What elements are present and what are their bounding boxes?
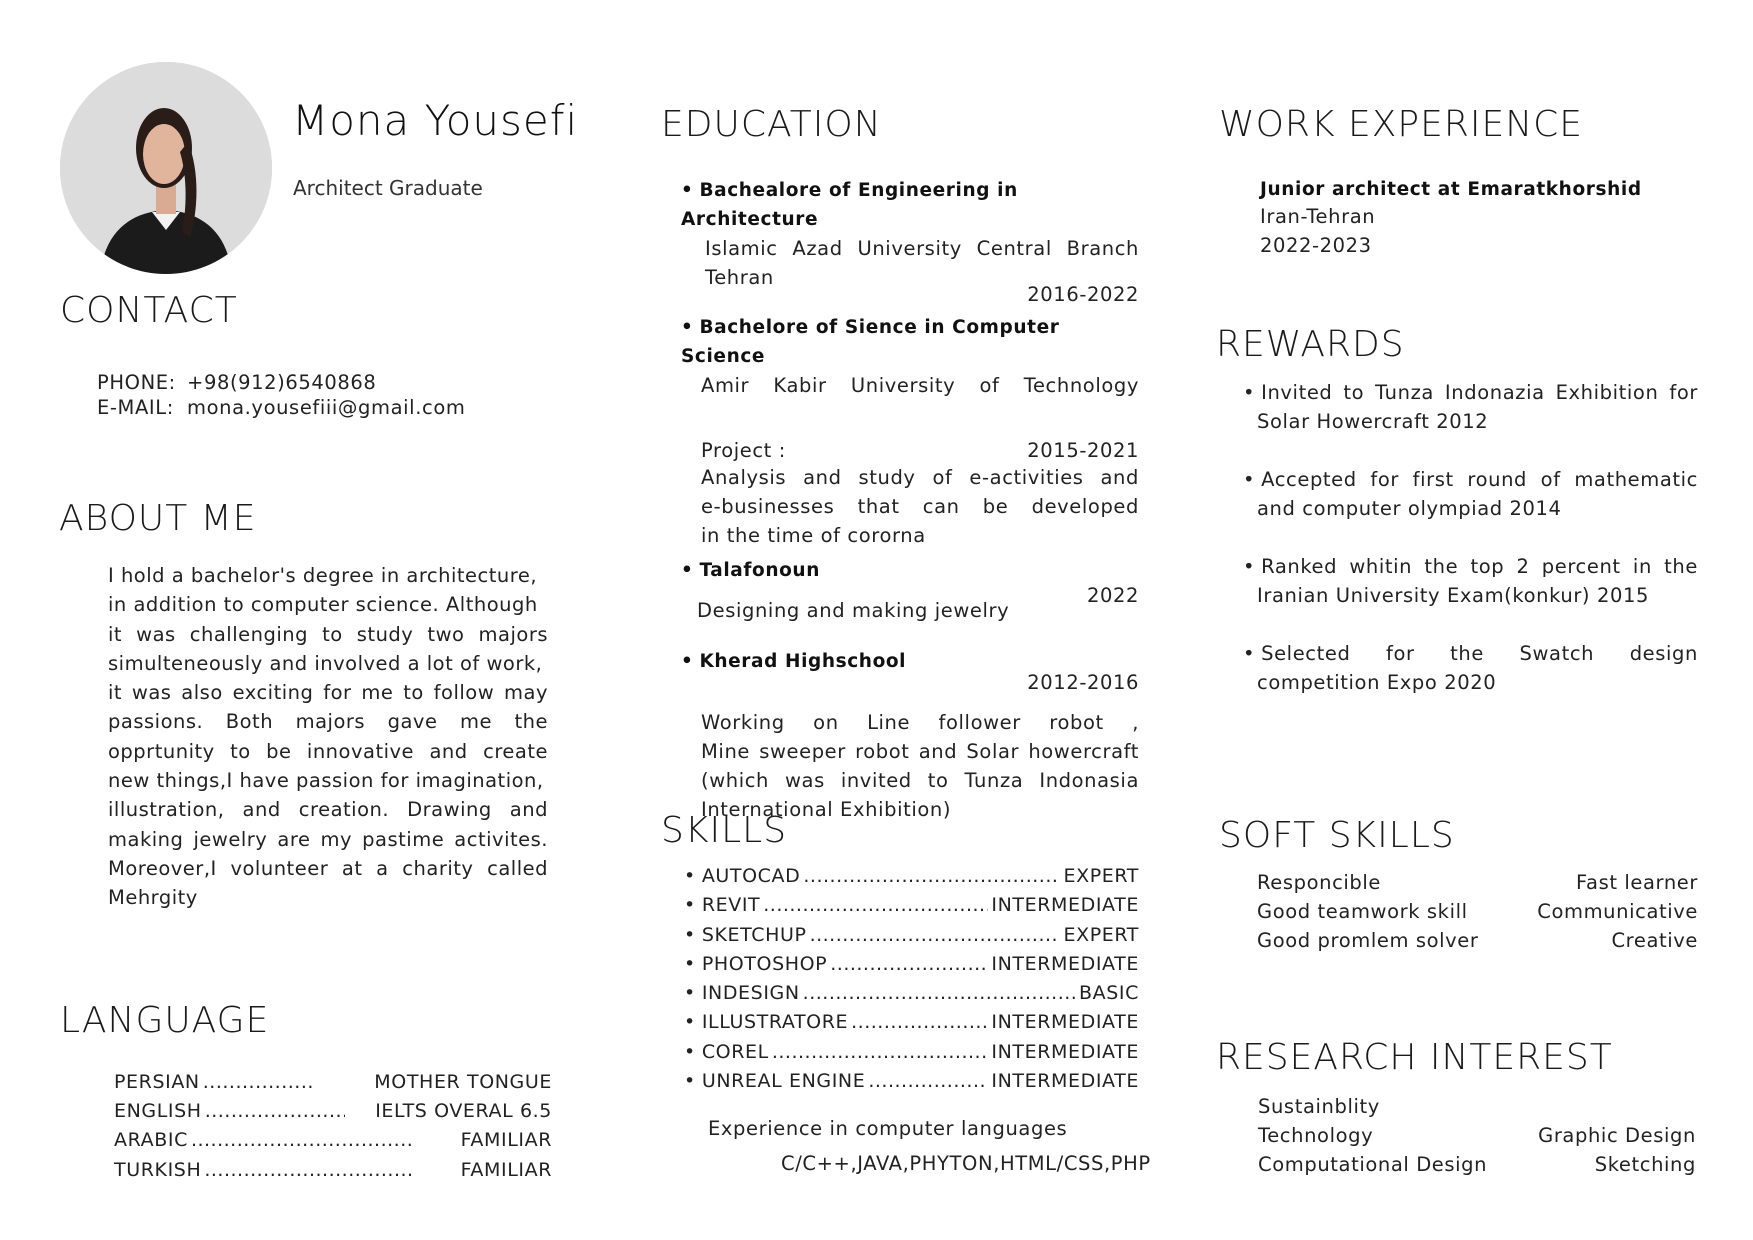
- education-desc: Designing and making jewelry: [697, 599, 1010, 622]
- soft-skill-row: [1257, 868, 1698, 897]
- education-item-body: [684, 371, 1139, 550]
- education-years: 2016-2022: [1027, 283, 1139, 306]
- contact-heading: CONTACT: [60, 290, 238, 331]
- reward-line: and computer olympiad 2014: [1257, 497, 1562, 520]
- work-block: [1260, 175, 1680, 260]
- soft-skill-row: [1257, 897, 1698, 926]
- person-portrait-icon: [60, 62, 272, 274]
- research-topic: Sketching: [1594, 1153, 1696, 1176]
- education-item-body: [684, 668, 1139, 824]
- skill-name: • PHOTOSHOP: [701, 952, 828, 975]
- contact-email-row: [97, 393, 537, 422]
- skill-level: INTERMEDIATE: [991, 1040, 1139, 1063]
- skill-level: INTERMEDIATE: [991, 1070, 1139, 1093]
- profile-title: Architect Graduate: [293, 176, 483, 200]
- education-item-body: [684, 581, 1139, 625]
- soft-skills-heading: SOFT SKILLS: [1219, 815, 1455, 856]
- about-line: in addition to computer science. Although: [108, 593, 538, 617]
- skill-row: [684, 921, 1139, 950]
- research-list: [1258, 1092, 1696, 1179]
- skill-row: [684, 1038, 1139, 1067]
- education-school-city: Tehran: [705, 266, 774, 289]
- language-level: IELTS OVERAL 6.5: [375, 1100, 552, 1123]
- research-topic: Technology: [1258, 1124, 1374, 1147]
- skill-row: [684, 979, 1139, 1008]
- project-label: Project :: [701, 439, 786, 462]
- skill-row: [684, 1067, 1139, 1096]
- soft-skill: Communicative: [1537, 900, 1698, 923]
- reward-item: [1243, 465, 1698, 523]
- language-row: [114, 1126, 552, 1155]
- computer-languages-label: Experience in computer languages: [708, 1117, 1068, 1140]
- about-line: Mehrgity: [108, 886, 198, 910]
- skill-level: INTERMEDIATE: [991, 1011, 1139, 1034]
- about-line: illustration, and creation. Drawing and: [108, 798, 548, 822]
- skill-level: INTERMEDIATE: [991, 952, 1139, 975]
- soft-skill: Good promlem solver: [1257, 929, 1479, 952]
- language-name: ARABIC: [114, 1129, 188, 1152]
- skill-name: • COREL: [701, 1040, 769, 1063]
- reward-line: • Invited to Tunza Indonazia Exhibition for: [1243, 378, 1698, 407]
- skill-name: • AUTOCAD: [701, 865, 801, 887]
- research-heading: RESEARCH INTEREST: [1216, 1037, 1613, 1078]
- education-heading: EDUCATION: [661, 104, 882, 145]
- about-line: new things,I have passion for imagination,: [108, 769, 544, 793]
- education-degree: • Bachelore of Sience in Computer Science: [681, 313, 1139, 371]
- research-row: [1258, 1092, 1696, 1121]
- skill-row: [684, 1008, 1139, 1037]
- skill-level: BASIC: [1079, 982, 1139, 1005]
- education-desc-line: Mine sweeper robot and Solar howercraft: [701, 740, 1139, 763]
- phone-label: PHONE:: [97, 371, 176, 394]
- computer-languages-list: C/C++,JAVA,PHYTON,HTML/CSS,PHP: [781, 1152, 1151, 1175]
- reward-item: [1243, 639, 1698, 697]
- language-row: [114, 1097, 552, 1126]
- rewards-heading: REWARDS: [1216, 324, 1405, 365]
- research-row: [1258, 1121, 1696, 1150]
- language-name: PERSIAN: [114, 1071, 200, 1093]
- language-name: TURKISH: [114, 1158, 202, 1181]
- education-degree: • Talafonoun: [681, 556, 1139, 585]
- about-line: I hold a bachelor's degree in architecture,: [108, 564, 538, 587]
- skill-name: • REVIT: [701, 894, 761, 917]
- about-line: opprtunity to be innovative and create: [108, 739, 548, 763]
- skills-list: [684, 862, 1139, 1096]
- about-line: making jewelry are my pastime activites.: [108, 827, 548, 851]
- reward-line: • Selected for the Swatch design: [1243, 639, 1698, 668]
- language-level: FAMILIAR: [460, 1129, 552, 1152]
- skill-row: [684, 862, 1139, 891]
- soft-skill: Fast learner: [1576, 871, 1698, 894]
- research-topic: Graphic Design: [1538, 1124, 1696, 1147]
- skill-name: • UNREAL ENGINE: [701, 1070, 866, 1093]
- reward-line: competition Expo 2020: [1257, 671, 1497, 694]
- reward-line: • Ranked whitin the top 2 percent in the: [1243, 552, 1698, 581]
- reward-line: Solar Howercraft 2012: [1257, 410, 1489, 433]
- skill-row: [684, 891, 1139, 920]
- email-label: E-MAIL:: [97, 396, 174, 419]
- soft-skill-row: [1257, 926, 1698, 955]
- research-topic: Sustainblity: [1258, 1095, 1380, 1118]
- about-line: simulteneously and involved a lot of work,: [108, 651, 543, 675]
- about-line: it was challenging to study two majors: [108, 622, 548, 646]
- soft-skill: Good teamwork skill: [1257, 900, 1468, 923]
- research-row: [1258, 1150, 1696, 1179]
- skills-heading: SKILLS: [661, 810, 788, 851]
- work-location: Iran-Tehran: [1260, 205, 1376, 228]
- education-degree: • Bachealore of Engineering in Architecture: [681, 176, 1139, 234]
- about-line: passions. Both majors gave me the: [108, 710, 548, 734]
- skill-name: • INDESIGN: [701, 982, 800, 1005]
- education-item-body: [684, 234, 1139, 309]
- skill-name: • SKETCHUP: [701, 923, 807, 946]
- soft-skill: Responcible: [1257, 871, 1382, 894]
- about-text: [108, 561, 548, 913]
- reward-item: [1243, 552, 1698, 610]
- language-name: ENGLISH: [114, 1100, 202, 1123]
- soft-skill: Creative: [1611, 929, 1698, 952]
- education-project-row: [701, 424, 1139, 465]
- education-years: 2015-2021: [1027, 439, 1139, 462]
- email-value[interactable]: mona.yousefiii@gmail.com: [187, 396, 466, 419]
- language-row: [114, 1156, 552, 1185]
- work-role: Junior architect at Emaratkhorshid: [1260, 179, 1642, 200]
- profile-photo: [60, 62, 272, 274]
- education-years: 2022: [1086, 584, 1139, 607]
- reward-line: Iranian University Exam(konkur) 2015: [1257, 584, 1649, 607]
- profile-name: Mona Yousefi: [292, 96, 579, 145]
- reward-line: • Accepted for first round of mathematic: [1243, 465, 1698, 494]
- soft-skills-list: [1257, 868, 1698, 955]
- education-school: Islamic Azad University Central Branch: [705, 237, 1139, 260]
- language-list: [114, 1068, 552, 1185]
- phone-value[interactable]: +98(912)6540868: [187, 371, 377, 394]
- rewards-list: [1243, 378, 1698, 697]
- project-line: Analysis and study of e-activities and: [701, 466, 1139, 489]
- language-heading: LANGUAGE: [60, 1000, 270, 1041]
- education-desc-line: International Exhibition): [701, 798, 952, 821]
- skill-name: • ILLUSTRATORE: [701, 1011, 849, 1034]
- work-years: 2022-2023: [1260, 234, 1372, 257]
- education-years: 2012-2016: [1027, 671, 1139, 694]
- reward-item: [1243, 378, 1698, 436]
- language-row: [114, 1068, 552, 1097]
- education-desc-line: (which was invited to Tunza Indonasia: [701, 769, 1139, 792]
- skill-row: [684, 950, 1139, 979]
- education-list: [681, 176, 1139, 824]
- project-line: in the time of cororna: [701, 524, 926, 547]
- education-degree: • Kherad Highschool: [681, 647, 1139, 676]
- education-school: Amir Kabir University of Technology: [701, 374, 1139, 397]
- skill-level: INTERMEDIATE: [991, 894, 1139, 917]
- education-desc-line: Working on Line follower robot ,: [701, 711, 1139, 734]
- about-line: it was also exciting for me to follow may: [108, 681, 548, 705]
- about-heading: ABOUT ME: [59, 498, 257, 539]
- research-topic: Computational Design: [1258, 1153, 1488, 1176]
- language-level: MOTHER TONGUE: [374, 1071, 552, 1093]
- language-level: FAMILIAR: [460, 1158, 552, 1181]
- skill-level: EXPERT: [1063, 923, 1139, 946]
- project-line: e-businesses that can be developed: [701, 495, 1139, 518]
- work-heading: WORK EXPERIENCE: [1219, 104, 1584, 145]
- about-line: Moreover,I volunteer at a charity called: [108, 856, 548, 880]
- contact-block: [97, 368, 537, 422]
- skill-level: EXPERT: [1063, 865, 1139, 887]
